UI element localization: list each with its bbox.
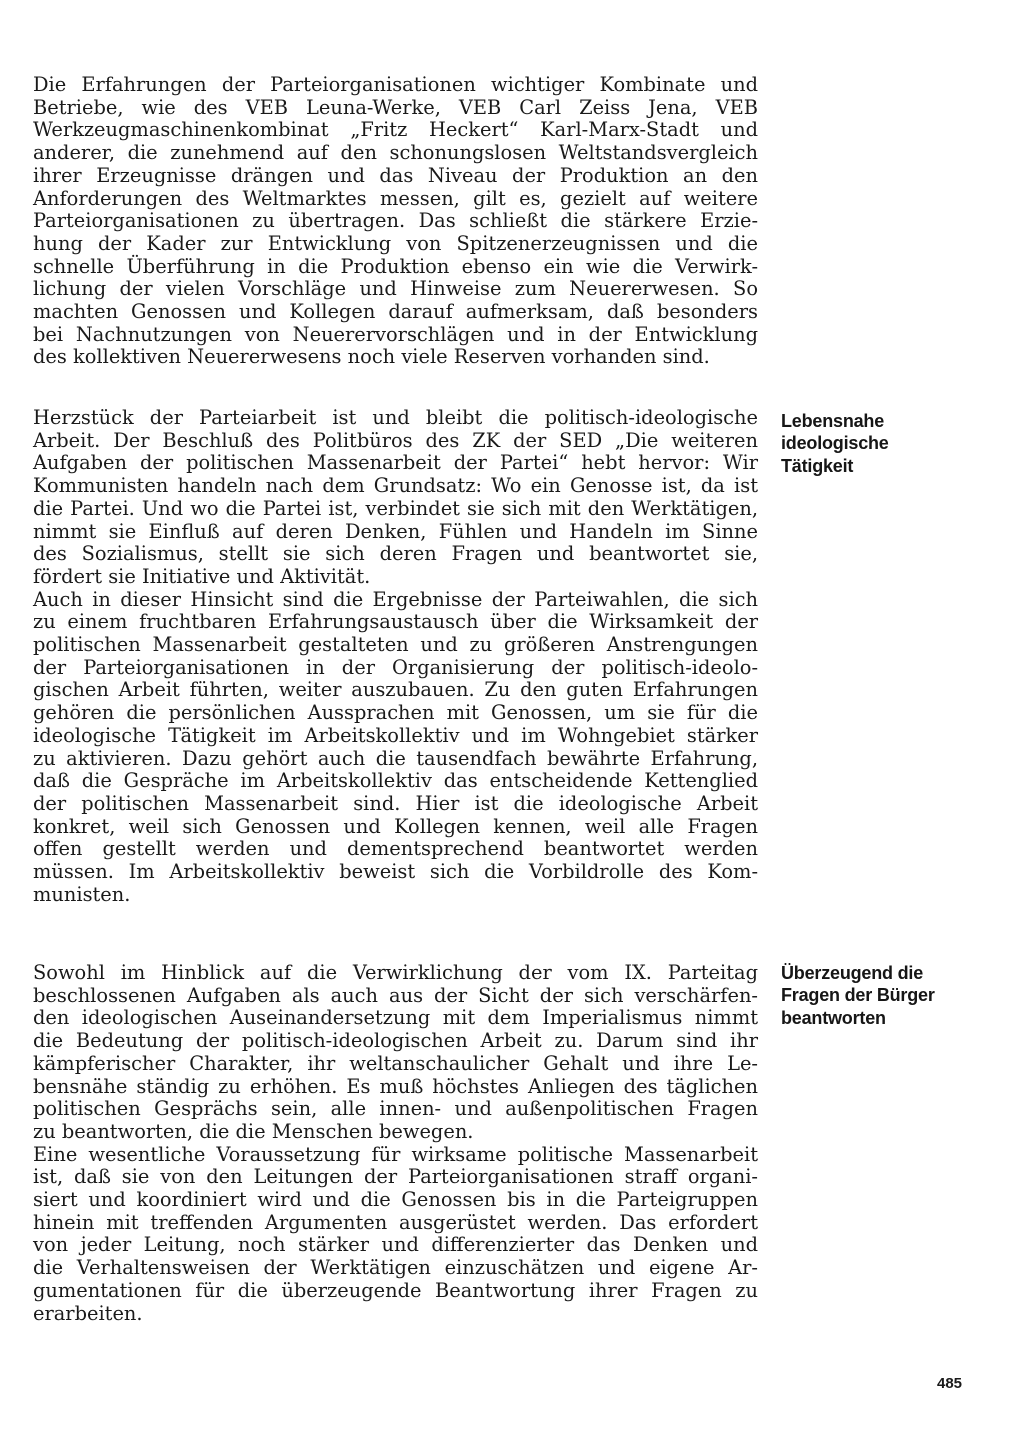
text-line: zu aktivieren. Dazu gehört auch die tausendfach bewährte Erfahrung,: [33, 746, 758, 770]
text-line: machten Genossen und Kollegen darauf aufmerksam, daß besonders: [33, 300, 758, 324]
text-line: gumentationen für die überzeugende Beantwortung ihrer Fragen zu: [33, 1278, 758, 1302]
margin-note-line: Überzeugend die: [781, 963, 924, 983]
text-line: müssen. Im Arbeitskollektiv beweist sich die Vorbildrolle des Kom-: [33, 860, 758, 884]
margin-note-2: [781, 962, 981, 1029]
text-line: die Bedeutung der politisch-ideologischen Arbeit zu. Darum sind ihr: [33, 1029, 758, 1053]
text-line: des kollektiven Neuererwesens noch viele Reserven vorhanden sind.: [33, 345, 710, 369]
text-line: bensnähe ständig zu erhöhen. Es muß höchstes Anliegen des täglichen: [33, 1074, 758, 1098]
text-line: Parteiorganisationen zu übertragen. Das schließt die stärkere Erzie-: [33, 209, 758, 233]
text-line: fördert sie Initiative und Aktivität.: [33, 564, 371, 588]
text-line: Auch in dieser Hinsicht sind die Ergebnisse der Parteiwahlen, die sich: [33, 587, 758, 611]
text-line: offen gestellt werden und dementsprechend beantwortet werden: [33, 837, 758, 861]
text-line: schnelle Überführung in die Produktion ebenso ein wie die Verwirk-: [33, 254, 758, 278]
text-line: Kommunisten handeln nach dem Grundsatz: Wo ein Genosse ist, da ist: [33, 474, 758, 498]
margin-note-line: Tätigkeit: [781, 455, 854, 476]
text-line: lichung der vielen Vorschläge und Hinweise zum Neuererwesen. So: [33, 277, 758, 301]
text-line: munisten.: [33, 882, 131, 906]
page-number: 485: [937, 1375, 963, 1392]
margin-note-line: ideologische: [781, 433, 889, 454]
text-line: Aufgaben der politischen Massenarbeit der Partei“ hebt hervor: Wir: [33, 451, 758, 475]
text-line: Arbeit. Der Beschluß des Politbüros des ZK der SED „Die weiteren: [33, 428, 758, 452]
text-line: den ideologischen Auseinandersetzung mit dem Imperialismus nimmt: [33, 1006, 758, 1030]
text-line: Werkzeugmaschinenkombinat „Fritz Heckert“ Karl-Marx-Stadt und: [33, 118, 758, 142]
text-line: anderer, die zunehmend auf den schonungslosen Weltstandsvergleich: [33, 141, 758, 165]
margin-note-line: Lebensnahe: [781, 411, 885, 431]
text-line: Eine wesentliche Voraussetzung für wirksame politische Massenarbeit: [33, 1142, 758, 1166]
margin-note-1: [781, 410, 981, 477]
text-line: die Partei. Und wo die Partei ist, verbindet sie sich mit den Werktätigen,: [33, 496, 758, 520]
margin-note-line: Fragen der Bürger: [781, 985, 935, 1006]
text-line: gischen Arbeit führten, weiter auszubauen. Zu den guten Erfahrungen: [33, 678, 758, 702]
text-line: kämpferischer Charakter, ihr weltanschaulicher Gehalt und ihre Le-: [33, 1051, 758, 1075]
text-line: Die Erfahrungen der Parteiorganisationen wichtiger Kombinate und: [33, 73, 758, 96]
text-line: ideologische Tätigkeit im Arbeitskollektiv und im Wohngebiet stärker: [33, 723, 758, 747]
text-line: erarbeiten.: [33, 1301, 143, 1325]
text-line: Betriebe, wie des VEB Leuna-Werke, VEB Carl Zeiss Jena, VEB: [33, 95, 758, 119]
text-line: politischen Massenarbeit gestalteten und zu größeren Anstrengungen: [33, 633, 758, 657]
text-line: ist, daß sie von den Leitungen der Parteiorganisationen straff organi-: [33, 1165, 758, 1189]
text-line: zu einem fruchtbaren Erfahrungsaustausch über die Wirksamkeit der: [33, 610, 758, 634]
text-line: Sowohl im Hinblick auf die Verwirklichung der vom IX. Parteitag: [33, 961, 758, 984]
text-line: des Sozialismus, stellt sie sich deren Fragen und beantwortet sie,: [33, 542, 758, 566]
text-line: gehören die persönlichen Aussprachen mit Genossen, um sie für die: [33, 701, 758, 725]
paragraph-2: [33, 407, 758, 906]
text-line: siert und koordiniert wird und die Genossen bis in die Parteigruppen: [33, 1188, 758, 1212]
paragraph-3: [33, 962, 758, 1325]
text-line: der politischen Massenarbeit sind. Hier ist die ideologische Arbeit: [33, 791, 758, 815]
text-line: ihrer Erzeugnisse drängen und das Niveau der Produktion an den: [33, 163, 758, 187]
text-line: beschlossenen Aufgaben als auch aus der Sicht der sich verschärfen-: [33, 983, 758, 1007]
text-line: Herzstück der Parteiarbeit ist und bleibt die politisch-ideologische: [33, 406, 758, 429]
text-line: daß die Gespräche im Arbeitskollektiv das entscheidende Kettenglied: [33, 769, 758, 793]
text-line: politischen Gesprächs sein, alle innen- und außenpolitischen Fragen: [33, 1097, 758, 1121]
text-line: hinein mit treffenden Argumenten ausgerüstet werden. Das erfordert: [33, 1210, 758, 1234]
paragraph-1: [33, 74, 758, 369]
text-line: von jeder Leitung, noch stärker und differenzierter das Denken und: [33, 1233, 758, 1257]
margin-note-line: beantworten: [781, 1007, 886, 1028]
text-line: konkret, weil sich Genossen und Kollegen kennen, weil alle Fragen: [33, 814, 758, 838]
text-line: hung der Kader zur Entwicklung von Spitzenerzeugnissen und die: [33, 231, 758, 255]
text-line: Anforderungen des Weltmarktes messen, gilt es, gezielt auf weitere: [33, 186, 758, 210]
text-line: der Parteiorganisationen in der Organisierung der politisch-ideolo-: [33, 655, 758, 679]
text-line: bei Nachnutzungen von Neuerervorschlägen und in der Entwicklung: [33, 322, 758, 346]
text-line: die Verhaltensweisen der Werktätigen einzuschätzen und eigene Ar-: [33, 1256, 758, 1280]
text-line: nimmt sie Einfluß auf deren Denken, Fühlen und Handeln im Sinne: [33, 519, 758, 543]
text-line: zu beantworten, die die Menschen bewegen.: [33, 1119, 474, 1143]
